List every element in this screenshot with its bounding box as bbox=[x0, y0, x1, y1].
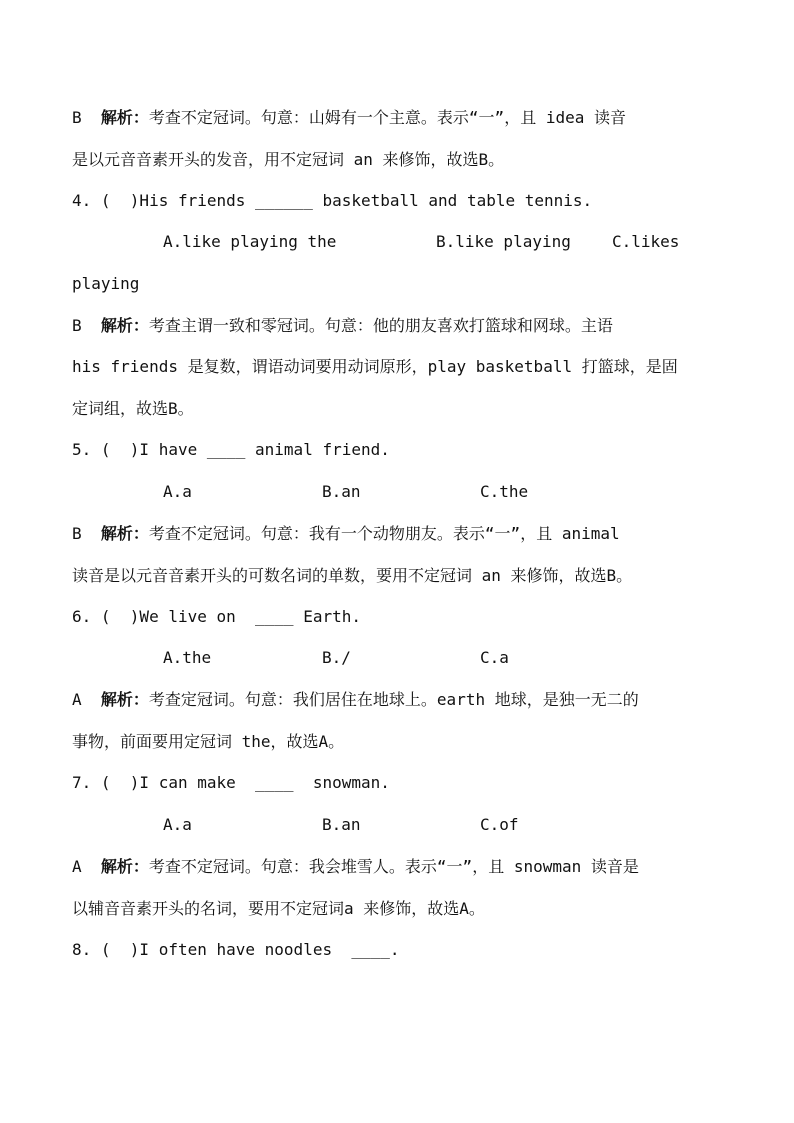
answer-line: B 解析：考查不定冠词。句意：我有一个动物朋友。表示“一”，且 animal bbox=[72, 524, 620, 543]
answer-line: 读音是以元音音素开头的可数名词的单数，要用不定冠词 an 来修饰，故选B。 bbox=[72, 566, 633, 585]
question-6: 6. ( )We live on ____ Earth. bbox=[72, 607, 361, 626]
option-b: B.an bbox=[322, 815, 361, 834]
option-b: B.an bbox=[322, 482, 361, 501]
answer-line: 是以元音音素开头的发音，用不定冠词 an 来修饰，故选B。 bbox=[72, 150, 505, 169]
option-a: A.the bbox=[163, 648, 212, 667]
option-c: C.of bbox=[480, 815, 519, 834]
option-a: A.like playing the bbox=[163, 232, 337, 251]
answer-line: A 解析：考查定冠词。句意：我们居住在地球上。earth 地球，是独一无二的 bbox=[72, 690, 639, 709]
option-a: A.a bbox=[163, 815, 192, 834]
answer-line: A 解析：考查不定冠词。句意：我会堆雪人。表示“一”，且 snowman 读音是 bbox=[72, 857, 639, 876]
option-c: C.likes bbox=[612, 232, 680, 251]
answer-line: his friends 是复数，谓语动词要用动词原形，play basketball 打篮球，是固 bbox=[72, 357, 678, 376]
option-b: B.like playing bbox=[436, 232, 571, 251]
option-b: B./ bbox=[322, 648, 351, 667]
question-7: 7. ( )I can make ____ snowman. bbox=[72, 773, 390, 792]
option-c: C.a bbox=[480, 648, 509, 667]
answer-line: B 解析：考查不定冠词。句意：山姆有一个主意。表示“一”，且 idea 读音 bbox=[72, 108, 626, 127]
question-4: 4. ( )His friends ______ basketball and table tennis. bbox=[72, 191, 593, 210]
answer-line: B 解析：考查主谓一致和零冠词。句意：他的朋友喜欢打篮球和网球。主语 bbox=[72, 316, 613, 335]
answer-line: 事物，前面要用定冠词 the，故选A。 bbox=[72, 732, 345, 751]
answer-line: 定词组，故选B。 bbox=[72, 399, 194, 418]
option-c: C.the bbox=[480, 482, 529, 501]
option-c-wrap: playing bbox=[72, 274, 140, 293]
option-a: A.a bbox=[163, 482, 192, 501]
question-8: 8. ( )I often have noodles ____. bbox=[72, 940, 400, 959]
answer-line: 以辅音音素开头的名词，要用不定冠词a 来修饰，故选A。 bbox=[72, 899, 485, 918]
question-5: 5. ( )I have ____ animal friend. bbox=[72, 440, 390, 459]
